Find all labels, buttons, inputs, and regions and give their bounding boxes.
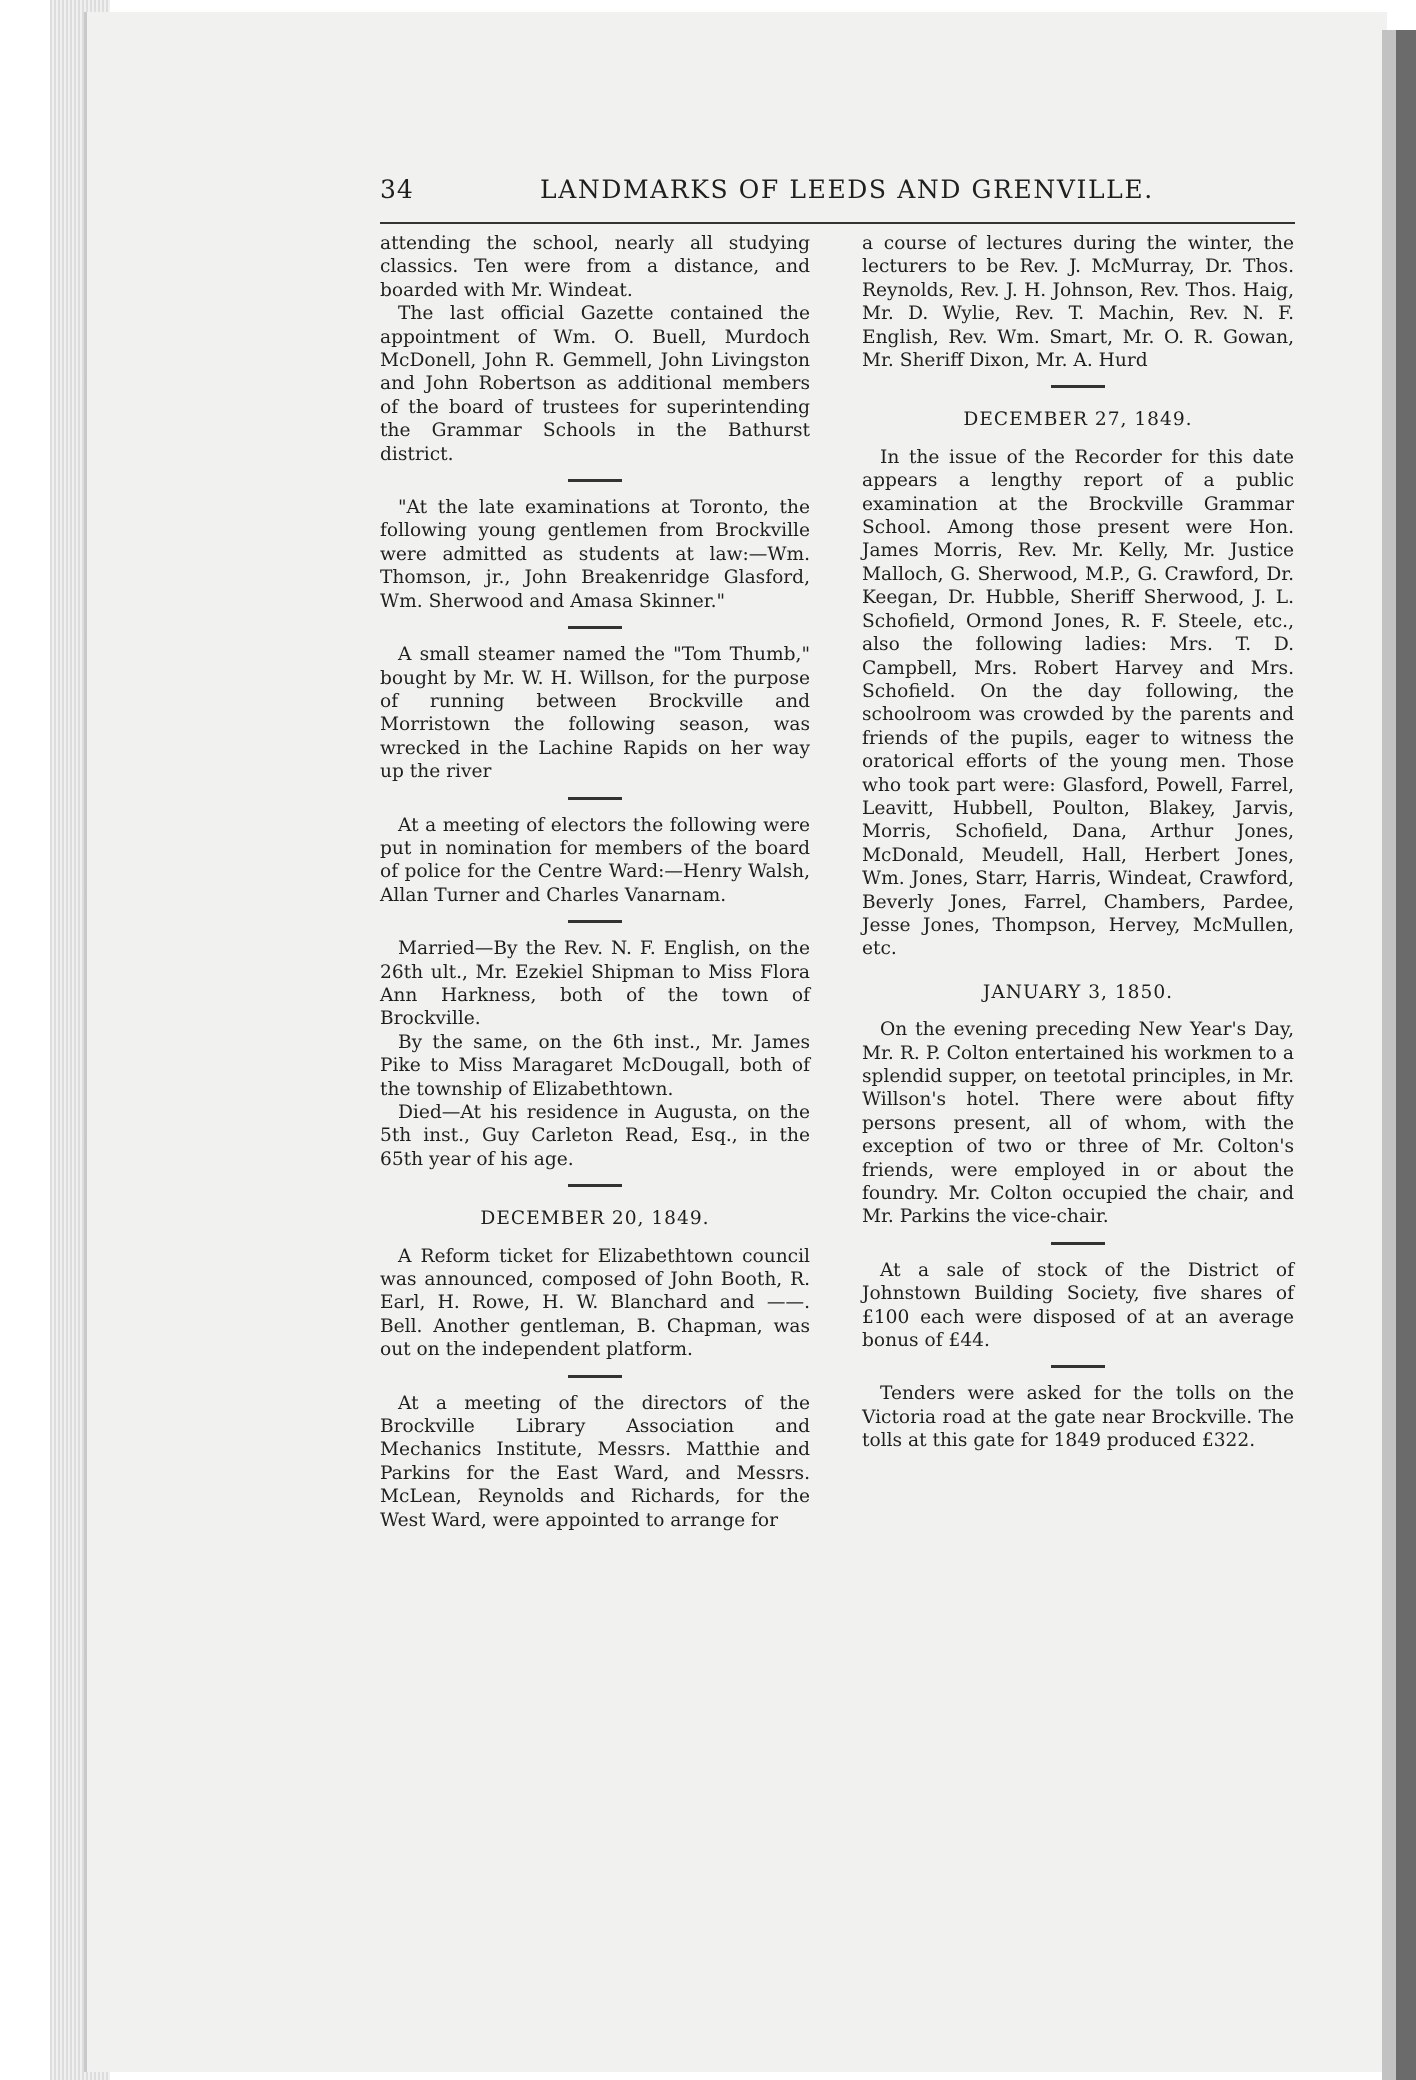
running-title: LANDMARKS OF LEEDS AND GRENVILLE. [540,175,1154,204]
date-heading: JANUARY 3, 1850. [982,981,1174,1003]
section-divider [1051,385,1105,388]
left-column [380,232,810,1532]
date-heading: DECEMBER 20, 1849. [480,1208,710,1230]
section-divider [568,479,622,482]
paragraph: Married—By the Rev. N. F. English, on the 26th ult., Mr. Ezekiel Shipman to Miss Flora Ann Harkness, both of the town of Brockville. [380,938,810,1030]
paragraph: attending the school, nearly all studying classics. Ten were from a distance, and boarded with Mr. Windeat. [380,233,810,301]
paragraph: A Reform ticket for Elizabethtown council was announced, composed of John Booth, R. Earl, H. Rowe, H. W. Blanchard and ——. Bell. Another gentleman, B. Chapman, was out on the independent platform. [380,1245,810,1361]
paragraph: In the issue of the Recorder for this date appears a lengthy report of a public examination at the Brockville Grammar School. Among those present were Hon. James Morris, Rev. Mr. Kelly, Mr. Justice Malloch, G. Sherwood, M.P., G. Crawford, Dr. Keegan, Dr. Hubble, Sheriff Sherwood, J. L. Schofield, Ormond Jones, R. F. Steele, etc., also the following ladies: Mrs. T. D. Campbell, Mrs. Robert Harvey and Mrs. Schofield. On the day following, the schoolroom was crowded by the parents and friends of the pupils, eager to witness the oratorical efforts of the young men. Those who took part were: Glasford, Powell, Farrel, Leavitt, Hubbell, Poulton, Blakey, Jarvis, Morris, Schofield, Dana, Arthur Jones, McDonald, Meudell, Hall, Herbert Jones, Wm. Jones, Starr, Harris, Windeat, Crawford, Beverly Jones, Farrel, Chambers, Pardee, Jesse Jones, Thompson, Hervey, McMullen, etc. [862,446,1294,960]
section-divider [568,797,622,800]
paragraph: At a meeting of electors the following were put in nomination for members of the board of police for the Centre Ward:—Henry Walsh, Allan Turner and Charles Vanarnam. [380,814,810,906]
paragraph: At a meeting of the directors of the Brockville Library Association and Mechanics Institute, Messrs. Matthie and Parkins for the East Ward, and Messrs. McLean, Reynolds and Richards, for the West Ward, were appointed to arrange for [380,1392,810,1531]
header-rule [380,222,1295,224]
page-header [380,175,1295,225]
section-divider [568,1184,622,1187]
paragraph: On the evening preceding New Year's Day, Mr. R. P. Colton entertained his workmen to a splendid supper, on teetotal principles, in Mr. Willson's hotel. There were about fifty persons present, all of whom, with the exception of two or three of Mr. Colton's friends, were employed in or about the foundry. Mr. Colton occupied the chair, and Mr. Parkins the vice-chair. [862,1019,1294,1228]
section-divider [568,1375,622,1378]
paragraph: Tenders were asked for the tolls on the Victoria road at the gate near Brockville. The tolls at this gate for 1849 produced £322. [862,1383,1294,1452]
date-heading: DECEMBER 27, 1849. [963,409,1193,431]
section-divider [568,920,622,923]
paragraph: a course of lectures during the winter, the lecturers to be Rev. J. McMurray, Dr. Thos. Reynolds, Rev. J. H. Johnson, Rev. Thos. Haig, Mr. D. Wylie, Rev. T. Machin, Rev. N. F. English, Rev. Wm. Smart, Mr. O. R. Gowan, Mr. Sheriff Dixon, Mr. A. Hurd [862,233,1294,372]
scan-border [1396,30,1416,2080]
paragraph: The last official Gazette contained the appointment of Wm. O. Buell, Murdoch McDonell, John R. Gemmell, John Livingston and John Robertson as additional members of the board of trustees for superintending the Grammar Schools in the Bathurst district. [380,303,810,465]
section-divider [1051,1242,1105,1245]
facing-page-edge [1382,30,1396,2080]
right-column [862,232,1294,1453]
section-divider [1051,1365,1105,1368]
paragraph: Died—At his residence in Augusta, on the 5th inst., Guy Carleton Read, Esq., in the 65th year of his age. [380,1102,810,1170]
paragraph: At a sale of stock of the District of Johnstown Building Society, five shares of £100 each were disposed of at an average bonus of £44. [862,1259,1294,1352]
section-divider [568,626,622,629]
paragraph: A small steamer named the "Tom Thumb," bought by Mr. W. H. Willson, for the purpose of running between Brockville and Morristown the following season, was wrecked in the Lachine Rapids on her way up the river [380,644,810,783]
paragraph: "At the late examinations at Toronto, the following young gentlemen from Brockville were admitted as students at law:—Wm. Thomson, jr., John Breakenridge Glasford, Wm. Sherwood and Amasa Skinner." [380,497,810,612]
page-number: 34 [380,175,414,204]
paragraph: By the same, on the 6th inst., Mr. James Pike to Miss Maragaret McDougall, both of the township of Elizabethtown. [380,1031,810,1100]
